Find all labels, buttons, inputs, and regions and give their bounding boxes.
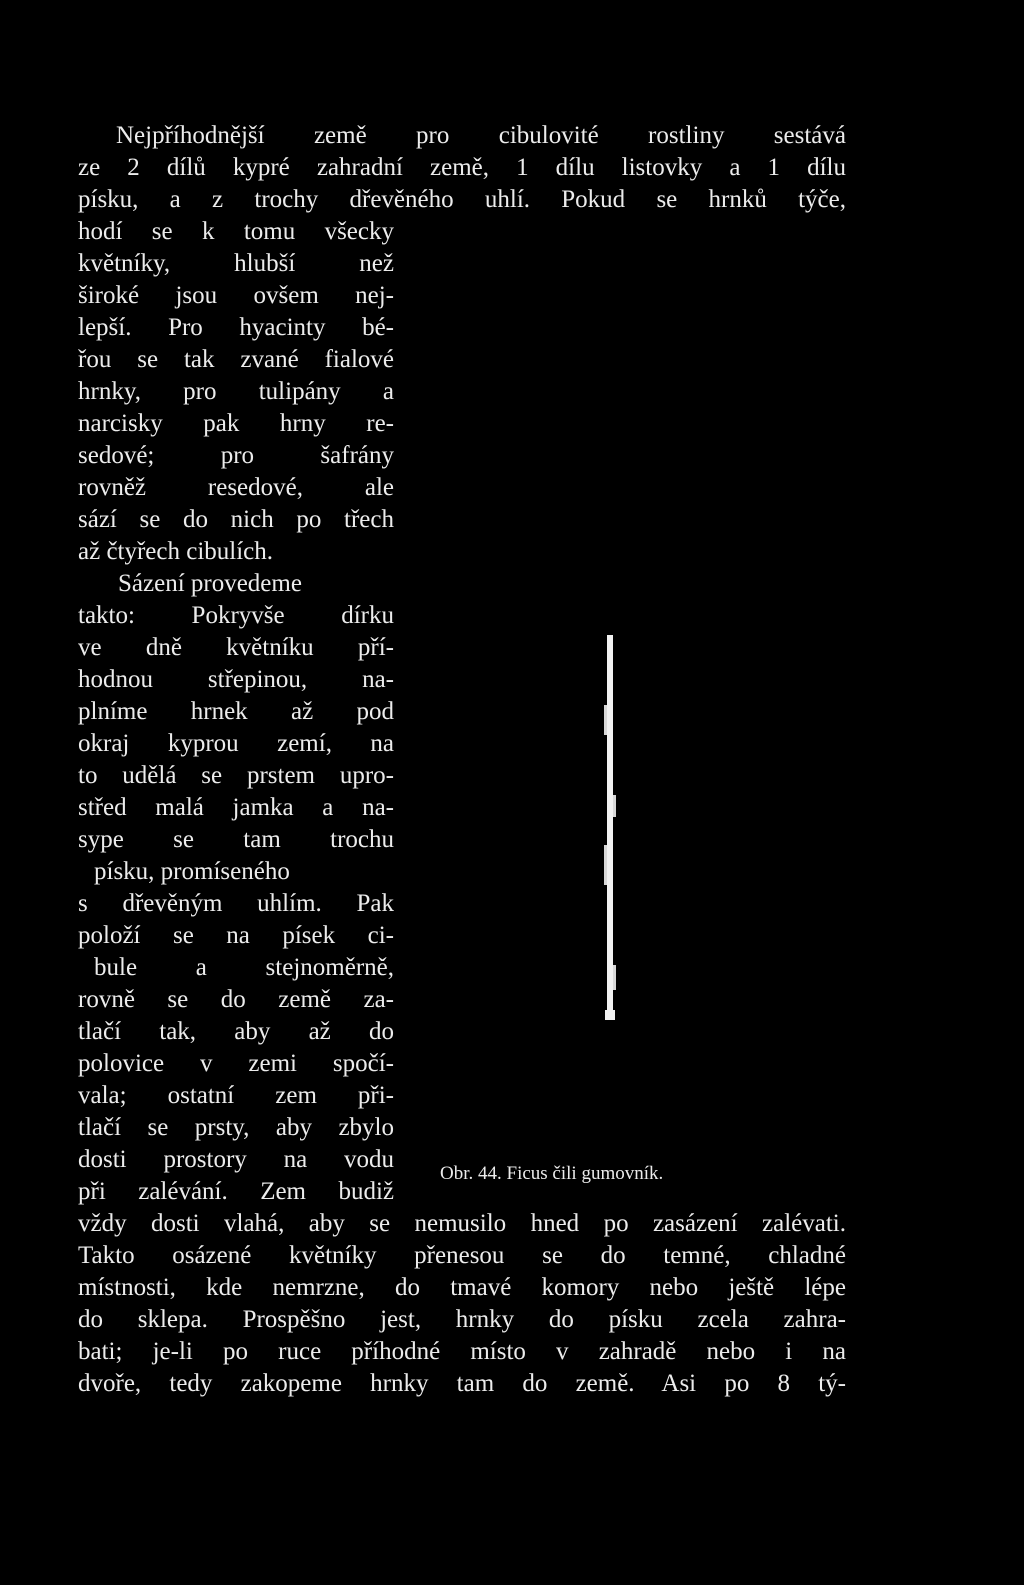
text-line: ve dně květníku pří- bbox=[78, 634, 394, 661]
text-line: rovněž resedové, ale bbox=[78, 474, 394, 501]
text-line: střed malá jamka a na- bbox=[78, 794, 394, 821]
text-line: písku, a z trochy dřevěného uhlí. Pokud se hrnků týče, bbox=[78, 186, 846, 213]
text-line: takto: Pokryvše dírku bbox=[78, 602, 394, 629]
text-line: místnosti, kde nemrzne, do tmavé komory nebo ještě lépe bbox=[78, 1274, 846, 1301]
text-line: písku, promíseného bbox=[94, 858, 290, 885]
figure-base bbox=[605, 1010, 615, 1020]
text-line: Nejpříhodnější země pro cibulovité rostliny sestává bbox=[116, 122, 846, 149]
figure-mark bbox=[604, 845, 607, 885]
text-line: až čtyřech cibulích. bbox=[78, 538, 274, 565]
text-line: sype se tam trochu bbox=[78, 826, 394, 853]
figure-mark bbox=[613, 795, 616, 817]
text-line: ze 2 dílů kypré zahradní země, 1 dílu listovky a 1 dílu bbox=[78, 154, 846, 181]
text-line: vždy dosti vlahá, aby se nemusilo hned po zasázení zalévati. bbox=[78, 1210, 846, 1237]
text-line: polovice v zemi spočí- bbox=[78, 1050, 394, 1077]
figure-mark bbox=[604, 705, 607, 735]
text-line: řou se tak zvané fialové bbox=[78, 346, 394, 373]
text-line: vala; ostatní zem při- bbox=[78, 1082, 394, 1109]
text-line: květníky, hlubší než bbox=[78, 250, 394, 277]
text-line: bule a stejnoměrně, bbox=[94, 954, 394, 981]
text-line: sedové; pro šafrány bbox=[78, 442, 394, 469]
text-line: s dřevěným uhlím. Pak bbox=[78, 890, 394, 917]
figure-stem bbox=[607, 635, 613, 1020]
text-line: položí se na písek ci- bbox=[78, 922, 394, 949]
figure-caption: Obr. 44. Ficus čili gumovník. bbox=[440, 1163, 664, 1184]
text-line: dosti prostory na vodu bbox=[78, 1146, 394, 1173]
text-line: při zalévání. Zem budiž bbox=[78, 1178, 394, 1205]
text-line: lepší. Pro hyacinty bé- bbox=[78, 314, 394, 341]
text-line: Takto osázené květníky přenesou se do temné, chladné bbox=[78, 1242, 846, 1269]
text-line: tlačí se prsty, aby zbylo bbox=[78, 1114, 394, 1141]
text-line: plníme hrnek až pod bbox=[78, 698, 394, 725]
text-line: dvoře, tedy zakopeme hrnky tam do země. Asi po 8 tý- bbox=[78, 1370, 846, 1397]
ficus-figure bbox=[596, 635, 626, 1030]
text-line: okraj kyprou zemí, na bbox=[78, 730, 394, 757]
figure-mark bbox=[613, 965, 616, 990]
text-line: to udělá se prstem upro- bbox=[78, 762, 394, 789]
text-line: Sázení provedeme bbox=[118, 570, 302, 597]
text-line: široké jsou ovšem nej- bbox=[78, 282, 394, 309]
text-line: hrnky, pro tulipány a bbox=[78, 378, 394, 405]
text-line: hodí se k tomu všecky bbox=[78, 218, 394, 245]
text-line: bati; je-li po ruce příhodné místo v zahradě nebo i na bbox=[78, 1338, 846, 1365]
text-line: rovně se do země za- bbox=[78, 986, 394, 1013]
text-line: do sklepa. Prospěšno jest, hrnky do písku zcela zahra- bbox=[78, 1306, 846, 1333]
text-line: hodnou střepinou, na- bbox=[78, 666, 394, 693]
text-line: sází se do nich po třech bbox=[78, 506, 394, 533]
text-line: narcisky pak hrny re- bbox=[78, 410, 394, 437]
text-line: tlačí tak, aby až do bbox=[78, 1018, 394, 1045]
